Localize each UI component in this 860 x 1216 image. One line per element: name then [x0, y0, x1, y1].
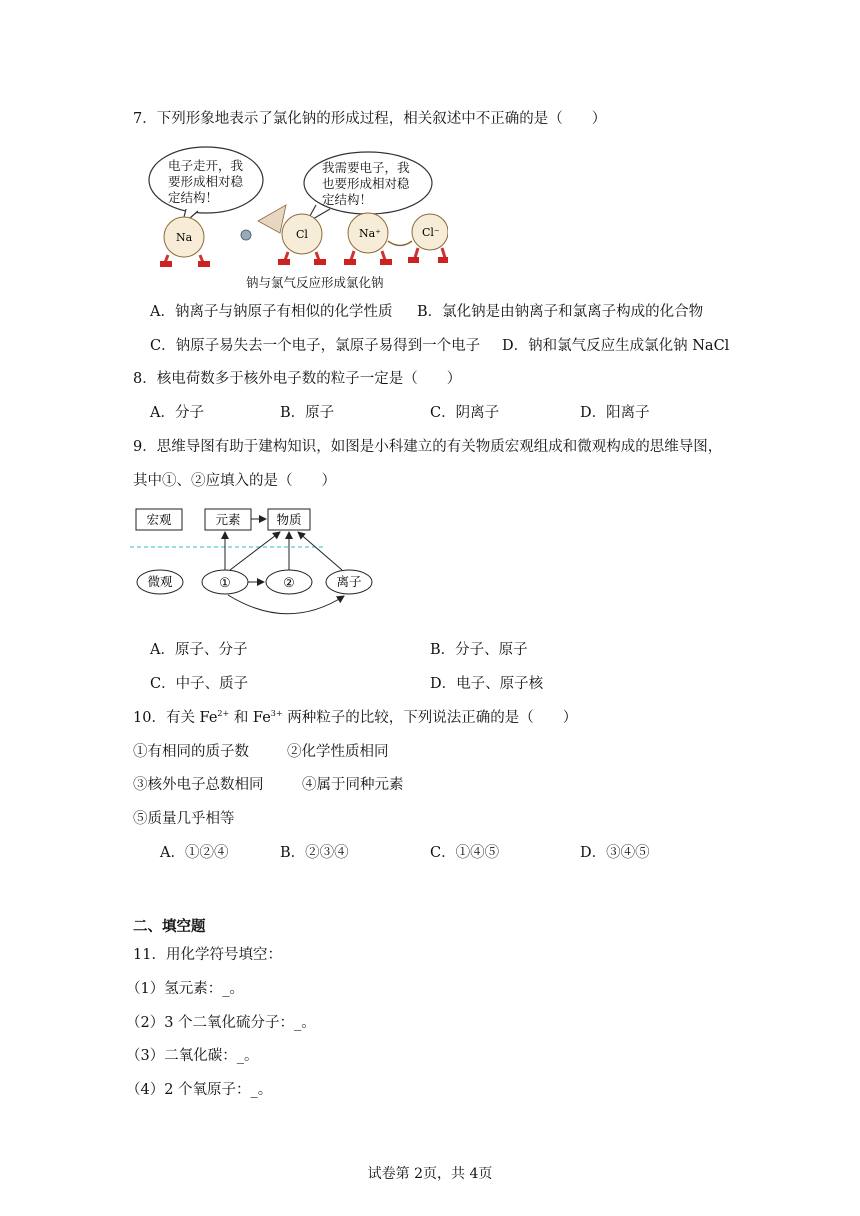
q11-part-2: （2）3 个二氧化硫分子：_。	[126, 1015, 316, 1031]
bubble-right-line1: 我需要电子，我	[322, 160, 410, 175]
q10-statement-2: ②化学性质相同	[287, 744, 389, 760]
q10-option-b[interactable]: B．②③④	[280, 845, 349, 861]
box-element: 元素	[215, 512, 241, 527]
q9-option-b[interactable]: B．分子、原子	[430, 642, 528, 658]
box-substance: 物质	[276, 512, 302, 527]
q8-option-a[interactable]: A．分子	[150, 405, 204, 421]
section-heading-fill-in: 二、填空题	[133, 919, 206, 935]
q8-option-c[interactable]: C．阴离子	[430, 405, 500, 421]
bubble-left-line3: 定结构！	[168, 190, 219, 205]
q10-sup-fe2: 2+	[217, 709, 230, 719]
ellipse-micro: 微观	[147, 574, 173, 589]
bubble-right-line2: 也要形成相对稳	[322, 176, 410, 191]
q9-option-c[interactable]: C．中子、质子	[150, 676, 249, 692]
figure-caption: 钠与氯气反应形成氯化钠	[246, 275, 384, 290]
q9-option-d[interactable]: D．电子、原子核	[430, 676, 544, 692]
cl-ion-character	[408, 214, 448, 263]
q9-stem-line1: 9．思维导图有助于建构知识，如图是小科建立的有关物质宏观组成和微观构成的思维导图，	[133, 439, 723, 455]
na-atom-character	[160, 217, 210, 267]
q10-statement-1: ①有相同的质子数	[133, 744, 249, 760]
mind-map-diagram	[128, 500, 378, 624]
q10-statement-5: ⑤质量几乎相等	[133, 811, 235, 827]
q10-statement-3: ③核外电子总数相同	[133, 777, 264, 793]
q9-stem-line2: 其中①、②应填入的是（ ）	[133, 473, 336, 489]
ellipse-n2: ②	[283, 576, 295, 591]
cl-atom-character	[278, 214, 326, 265]
q10-option-d[interactable]: D．③④⑤	[580, 845, 650, 861]
q7-option-b[interactable]: B．氯化钠是由钠离子和氯离子构成的化合物	[417, 304, 704, 320]
q7-stem: 7．下列形象地表示了氯化钠的形成过程，相关叙述中不正确的是（ ）	[133, 111, 607, 127]
q10-stem-post: 两种粒子的比较，下列说法正确的是（ ）	[282, 710, 578, 726]
q11-part-3: （3）二氧化碳：_。	[126, 1048, 259, 1064]
q9-option-a[interactable]: A．原子、分子	[150, 642, 248, 658]
na-ion-character	[344, 213, 392, 265]
q10-stem-mid: 和 Fe	[229, 710, 271, 726]
atom-label-cl-ion: Cl⁻	[422, 226, 440, 239]
q7-option-c[interactable]: C．钠原子易失去一个电子，氯原子易得到一个电子	[150, 338, 481, 354]
ellipse-n1: ①	[219, 576, 231, 591]
ellipse-ion: 离子	[336, 574, 362, 589]
atom-label-na: Na	[176, 231, 193, 244]
q10-stem-pre: 10．有关 Fe	[133, 710, 218, 726]
q8-option-b[interactable]: B．原子	[280, 405, 335, 421]
q10-statement-4: ④属于同种元素	[302, 777, 404, 793]
bubble-right-line3: 定结构！	[322, 192, 373, 207]
q10-sup-fe3: 3+	[270, 709, 283, 719]
box-macro: 宏观	[146, 512, 172, 527]
q10-option-c[interactable]: C．①④⑤	[430, 845, 500, 861]
q8-stem: 8．核电荷数多于核外电子数的粒子一定是（ ）	[133, 371, 462, 387]
bubble-left-line1: 电子走开，我	[168, 158, 244, 173]
q11-part-1: （1）氢元素：_。	[126, 981, 244, 997]
atom-label-cl: Cl	[296, 228, 308, 241]
q8-option-d[interactable]: D．阳离子	[580, 405, 650, 421]
q11-stem: 11．用化学符号填空：	[133, 947, 282, 963]
q10-stem	[133, 708, 577, 728]
bubble-left-line2: 要形成相对稳	[168, 174, 244, 189]
page-footer: 试卷第 2页，共 4页	[367, 1166, 493, 1182]
q10-option-a[interactable]: A．①②④	[160, 845, 229, 861]
atom-label-na-ion: Na⁺	[359, 227, 381, 240]
q7-option-d[interactable]: D．钠和氯气反应生成氯化钠 NaCl	[502, 338, 730, 354]
q11-part-4: （4）2 个氧原子：_。	[126, 1082, 273, 1098]
nacl-formation-figure	[146, 143, 448, 293]
q7-option-a[interactable]: A．钠离子与钠原子有相似的化学性质	[150, 304, 393, 320]
